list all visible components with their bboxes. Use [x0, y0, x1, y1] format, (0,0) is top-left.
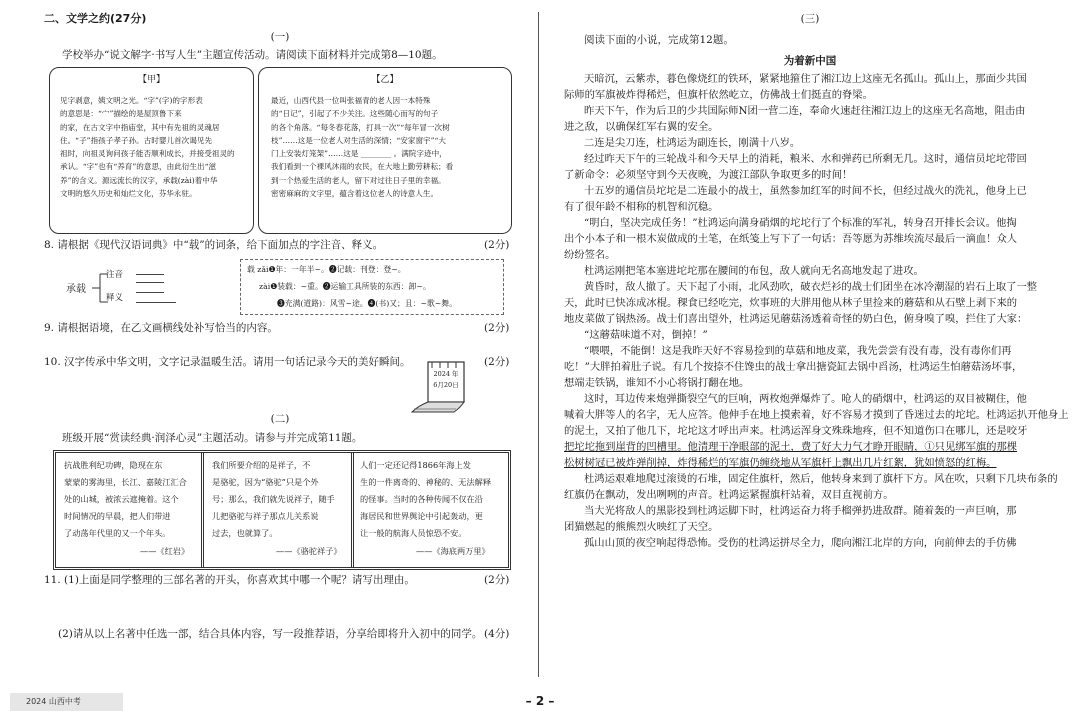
part-3-label: (三) [800, 13, 820, 25]
excerpt-line: 了动荡年代里的又一个年头。 [64, 528, 171, 538]
story-line: 二连是尖刀连，杜鸿运为副连长，刚满十八岁。 [584, 137, 801, 149]
story-line: 地皮菜做了锅热汤。战士们喜出望外，杜鸿运见蘑菇汤透着奇怪的奶白色，俯身嗅了嗅，拦住了大家： [564, 313, 1028, 325]
story-line: 喊着大胖等人的名字，无人应答。他伸手在地上摸索着，好不容易才摸到了昏迷过去的坨坨。杜鸿运扒开他身上 [564, 409, 1069, 421]
section-title: 二、文学之约(27分) [44, 12, 147, 25]
story-line: 天暗沉，云紫赤，暮色像烧红的铁环，紧紧地箍住了湘江边上这座无名孤山。孤山上，那面少共国 [584, 73, 1027, 85]
question-9: 9. 请根据语境，在乙文画横线处补写恰当的内容。 [44, 322, 278, 334]
excerpt-line: 人们一定还记得1866年海上发 [360, 460, 471, 470]
passage-box-b [258, 67, 512, 234]
question-11-2-score: (4分) [484, 628, 510, 640]
passage-a-text [60, 94, 235, 200]
story-title: 为着新中国 [783, 55, 837, 67]
question-10-score: (2分) [484, 356, 510, 368]
passage-b-line: 的“日记”，引起了不少关注。这些随心而写的句子 [271, 109, 439, 119]
story-line: 了新命令：必须坚守到今天夜晚，为渡江部队争取更多的时间！ [564, 169, 853, 181]
book-excerpt-haidi [360, 457, 491, 542]
books-panel [53, 450, 511, 570]
part-2-label: (二) [270, 413, 290, 425]
story-line: 这时，耳边传来炮弹撕裂空气的巨响，两枚炮弹爆炸了。呛人的硝烟中，杜鸿运的双目被糊住，他 [584, 393, 1027, 405]
part-1-intro: 学校举办“说文解字·书写人生”主题宣传活动。请阅读下面材料并完成第8—10题。 [62, 49, 443, 61]
story-line: 的泥土，又拍了他几下，坨坨这才呼出声来。杜鸿运浑身文殊珠地疼，但不知道伤口在哪儿，还是咬牙 [564, 425, 1028, 437]
passage-a-line: 承认。“字”也有“养育”的意思，由此衍生出“滋 [60, 162, 217, 172]
excerpt-line: 海居民和世界舆论中引起轰动，更 [360, 511, 483, 521]
story-line: 有了很年龄不相称的机智和沉稳。 [564, 201, 719, 213]
pinyin-answer-line[interactable] [136, 274, 164, 275]
excerpt-line: 号；那么，我们就先说祥子，随手 [212, 494, 335, 504]
passage-b-line: 密密麻麻的文字里，蕴含着这位老人的诗意人生。 [271, 189, 439, 199]
excerpt-line: 时间情况的早晨，把人们带进 [64, 511, 171, 521]
passage-b-line: 最近，山西代县一位叫张福青的老人因一本特殊 [271, 96, 431, 105]
exam-tag: 2024 山西中考 [10, 693, 123, 711]
excerpt-line: 我们所要介绍的是祥子，不 [212, 460, 311, 470]
passage-b-text [271, 94, 453, 200]
question-8-score: (2分) [484, 239, 510, 251]
q8-pinyin-label: 注音 [106, 270, 124, 280]
story-line: 吃！”大胖拍着肚子说。有几个按捺不住馋虫的战士拿出搪瓷缸去锅中舀汤，杜鸿运生怕蘑菇汤坏事， [564, 361, 1023, 373]
excerpt-line: 生的一件离奇的、神秘的、无法解释 [360, 477, 492, 487]
story-body [564, 71, 1069, 551]
dictionary-entry-box [240, 259, 504, 315]
passage-a-line: 住。“子”指孩子孝子孙。古时婴儿首次谒见先 [60, 135, 213, 145]
excerpt-line: 儿把骆驼与祥子那点儿关系说 [212, 511, 319, 521]
pinyin-answer-line[interactable] [136, 282, 164, 283]
story-line: 际师的军旗被炸得稀烂，但旗杆依然屹立，仿佛战士们挺直的脊梁。 [564, 89, 873, 101]
question-11-2: (2)请从以上名著中任选一部，结合具体内容，写一段推荐语，分享给即将升入初中的同学。 [58, 628, 483, 640]
story-line: 当大光将敌人的黑影投到杜鸿运脚下时，杜鸿运奋力将手榴弹扔进敌群。随着轰的一声巨响，那 [584, 505, 1017, 517]
story-line: 十五岁的通信员坨坨是二连最小的战士，虽然参加红军的时间不长，但经过战火的洗礼，他身上已 [584, 185, 1027, 197]
story-line: 杜鸿运艰难地爬过滚烫的石堆，固定住旗杆，然后，他转身来到了旗杆下方。风在吹，只剩下几块布条的 [584, 473, 1058, 485]
story-line: 孤山山顶的夜空响起得恐怖。受伤的杜鸿运拼尽全力，爬向湘江北岸的方向，向前伸去的手仿佛 [584, 537, 1017, 549]
meaning-answer-line[interactable] [136, 292, 164, 293]
passage-b-line: 的各个角落。“每冬春花落，打具一次”“每年冒一次树 [271, 122, 450, 132]
story-line: 黄昏时，敌人撤了。天下起了小雨，北风劲吹，破衣烂衫的战士们团坐在冰冷潮湿的岩石上取了一整 [584, 281, 1038, 293]
passage-a-line: 养”的含义。源远流长的汉字，承载(zài)着中华 [60, 175, 218, 185]
part-1-label: (一) [270, 31, 290, 43]
story-line: 天，此时已快冻成冰棍。稞食已经吃完，炊事班的大胖用他从林子里捡来的蘑菇和从石壁上剥下来的 [564, 297, 1018, 309]
q8-meaning-label: 释义 [106, 293, 124, 303]
book-source-hongyan: ——《红岩》 [140, 546, 190, 556]
book-excerpt-hongyan [64, 457, 187, 542]
passage-a-line: 祖时，向祖灵询问孩子能否顺利成长，并接受祖灵的 [60, 149, 235, 159]
excerpt-line: 抗战胜利纪功碑，隐现在东 [64, 460, 163, 470]
column-divider [538, 12, 539, 677]
story-line: 杜鸿运刚把笔本塞进坨坨那在腰间的布包，敌人就向无名高地发起了进攻。 [584, 265, 924, 277]
part-2-intro: 班级开展“赏读经典·润泽心灵”主题活动。请参与并完成第11题。 [62, 432, 363, 444]
q8-word: 承载 [66, 284, 86, 295]
passage-a-line: 文明的悠久历史和灿烂文化，芬华永驻。 [60, 189, 197, 199]
meaning-answer-line[interactable] [136, 302, 176, 303]
question-9-score: (2分) [484, 322, 510, 334]
calendar-illustration [408, 360, 472, 416]
dictionary-line: 载 zǎi❶年：一年半~。❷记载：刊登：登~。 [247, 265, 406, 274]
story-line: 红旗仍在飘动，发出咧咧的声音。杜鸿运紧握旗杆站着，双目直视前方。 [564, 489, 894, 501]
question-8: 8. 请根据《现代汉语词典》中“载”的词条，给下面加点的字注音、释义。 [44, 239, 384, 251]
story-line: 纷纷签名。 [564, 249, 616, 261]
story-line: 昨天下午，作为后卫的少共国际师N团一营二连，奉命火速赶往湘江边上的这座无名高地，阻击由 [584, 105, 1026, 117]
story-line: “这蘑菇味道不对，倒掉！” [584, 329, 708, 341]
calendar-year: 2024 年 [433, 370, 459, 378]
excerpt-line: 过去，也就算了。 [212, 528, 278, 538]
question-11-1-score: (2分) [484, 574, 510, 586]
story-line: 进之敌，以确保红军右翼的安全。 [564, 121, 719, 133]
excerpt-line: 是骆驼，因为“骆驼”只是个外 [212, 477, 319, 487]
story-line: 松树树冠已被炸弹削掉，炸得稀烂的军旗仍缠绕地从军旗杆上飘出几片红絮，犹如愤怒的红梅。 [564, 457, 997, 469]
story-line: “明白，坚决完成任务！”杜鸿运向满身硝烟的坨坨行了个标准的军礼，转身召开排长会议。他掏 [584, 217, 1017, 229]
story-line: “喂喂，不能倒！这是我昨天好不容易捡到的草菇和地皮菜，我先尝尝有没有毒，没有毒你们再 [584, 345, 1012, 357]
passage-b-line: 门上安装灯笼架”……这是 ________ 。满院字迹中， [271, 149, 447, 159]
excerpt-line: 让一般的航海人员惊恐不安。 [360, 528, 467, 538]
story-line: 把坨坨拖到崖背的凹槽里。他清理干净眼部的泥土，费了好大力气才睁开眼睛，①只见绑军旗的那棵 [564, 441, 1018, 453]
question-11-1: 11. (1)上面是同学整理的三部名著的开头，你喜欢其中哪一个呢？请写出理由。 [44, 574, 415, 586]
passage-b-line: 到一个热爱生活的老人，留下对过往日子里的幸福。 [271, 175, 446, 185]
excerpt-line: 蒙蒙的雾海里，长江、嘉陵江汇合 [64, 477, 187, 487]
passage-a-line: 的意思是：“宀”描绘的是屋顶鲁下来 [60, 109, 182, 119]
passage-box-a [49, 67, 254, 234]
story-line: 经过昨天下午的三轮战斗和今天早上的消耗，粮米、水和弹药已所剩无几。这时，通信员坨坨带回 [584, 153, 1027, 165]
passage-a-line: 的家，在古文字中指庙堂，其中有先祖的灵魂居 [60, 122, 220, 132]
page-number: – 2 – [525, 694, 555, 708]
passage-b-line: 我们看到一个裸风沐雨的农民，在大地上勤劳耕耘；看 [271, 162, 454, 172]
excerpt-line: 处的山城，被浓云遮掩着。这个 [64, 494, 179, 504]
dictionary-line: zài❶装载：~重。❷运输工具所装的东西：卸~。 [259, 282, 431, 291]
book-source-haidi: ——《海底两万里》 [416, 546, 490, 556]
passage-b-line: 枝”……这是一位老人对生活的深情；“安家窗宇”“大 [271, 135, 446, 145]
book-excerpt-luotuo [212, 457, 335, 542]
excerpt-line: 的怪事。当时的各种传闻不仅在沿 [360, 494, 483, 504]
passage-b-title: 【乙】 [371, 75, 399, 85]
passage-a-line: 见字剥意，姨文明之光。“字”(字)的字形表 [60, 96, 203, 105]
passage-a-title: 【甲】 [137, 75, 165, 85]
story-line: 想端走铁锅，谁知不小心将锅打翻在地。 [564, 377, 750, 389]
dictionary-line: ❸充满(道路)：风雪~途。❹(书)又；且：~歌~舞。 [277, 299, 457, 308]
book-source-luotuo: ——《骆驼祥子》 [276, 546, 342, 556]
calendar-date: 6月20日 [433, 381, 459, 389]
story-line: 出个小本子和一根木炭做成的土笔，在纸笺上写下了一句话：吾等愿为苏维埃流尽最后一滴血！众人 [564, 233, 1018, 245]
part-3-intro: 阅读下面的小说，完成第12题。 [584, 34, 734, 46]
story-line: 团猫燃起的熊熊烈火映红了天空。 [564, 521, 719, 533]
q8-diagram [60, 262, 240, 312]
question-10: 10. 汉字传承中华文明，文字记录温暖生活。请用一句话记录今天的美好瞬间。 [44, 356, 411, 368]
